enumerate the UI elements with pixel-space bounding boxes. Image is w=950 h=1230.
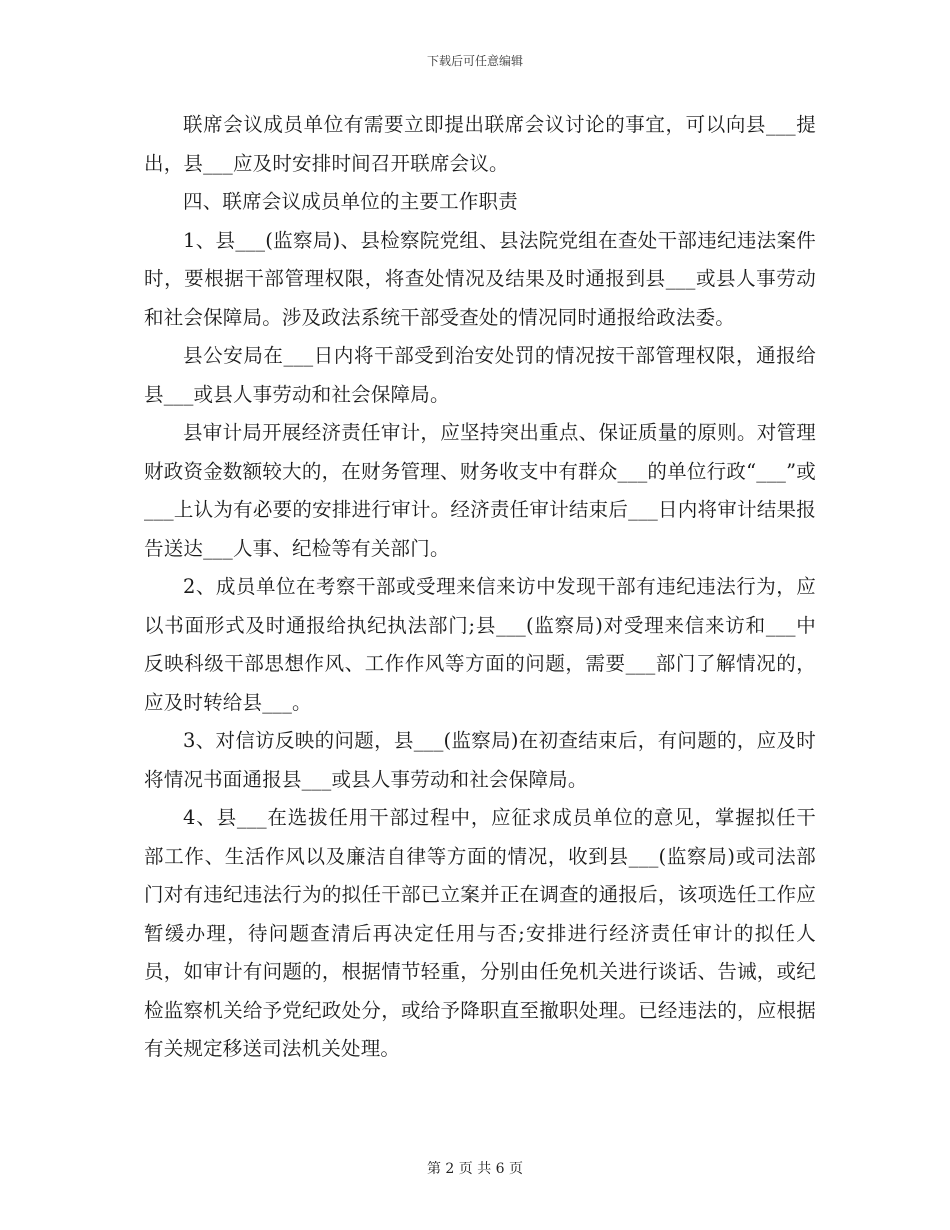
paragraph-duty-3: 3、对信访反映的问题，县___(监察局)在初查结束后，有问题的，应及时将情况书面通报县___或县人事劳动和社会保障局。 — [144, 729, 816, 791]
paragraph-joint-meeting-request: 联席会议成员单位有需要立即提出联席会议讨论的事宜，可以向县___提出，县___应及时安排时间召开联席会议。 — [144, 113, 816, 175]
paragraph-duty-1: 1、县___(监察局)、县检察院党组、县法院党组在查处干部违纪违法案件时，要根据干部管理权限，将查处情况及结果及时通报到县___或县人事劳动和社会保障局。涉及政法系统干部受查处的情况同时通报给政法委。 — [144, 228, 816, 329]
document-body — [144, 106, 816, 1069]
paragraph-audit: 县审计局开展经济责任审计，应坚持突出重点、保证质量的原则。对管理财政资金数额较大的，在财务管理、财务收支中有群众___的单位行政“___”或___上认为有必要的安排进行审计。经济责任审计结束后___日内将审计结果报告送达___人事、纪检等有关部门。 — [144, 421, 816, 560]
page-number-footer: 第 2 页 共 6 页 — [426, 1161, 524, 1177]
section-heading-duties: 四、联席会议成员单位的主要工作职责 — [183, 190, 518, 213]
page-header: 下载后可任意编辑 — [426, 54, 523, 68]
paragraph-duty-4: 4、县___在选拔任用干部过程中，应征求成员单位的意见，掌握拟任干部工作、生活作风以及廉洁自律等方面的情况，收到县___(监察局)或司法部门对有违纪违法行为的拟任干部已立案并正在调查的通报后，该项选任工作应暂缓办理，待问题查清后再决定任用与否;安排进行经济责任审计的拟任人员，如审计有问题的，根据情节轻重，分别由任免机关进行谈话、告诫，或纪检监察机关给予党纪政处分，或给予降职直至撤职处理。已经违法的，应根据有关规定移送司法机关处理。 — [144, 806, 816, 1060]
paragraph-duty-2: 2、成员单位在考察干部或受理来信来访中发现干部有违纪违法行为，应以书面形式及时通报给执纪执法部门;县___(监察局)对受理来信来访和___中反映科级干部思想作风、工作作风等方面的问题，需要___部门了解情况的，应及时转给县___。 — [144, 575, 816, 714]
paragraph-public-security: 县公安局在___日内将干部受到治安处罚的情况按干部管理权限，通报给县___或县人事劳动和社会保障局。 — [144, 344, 816, 406]
